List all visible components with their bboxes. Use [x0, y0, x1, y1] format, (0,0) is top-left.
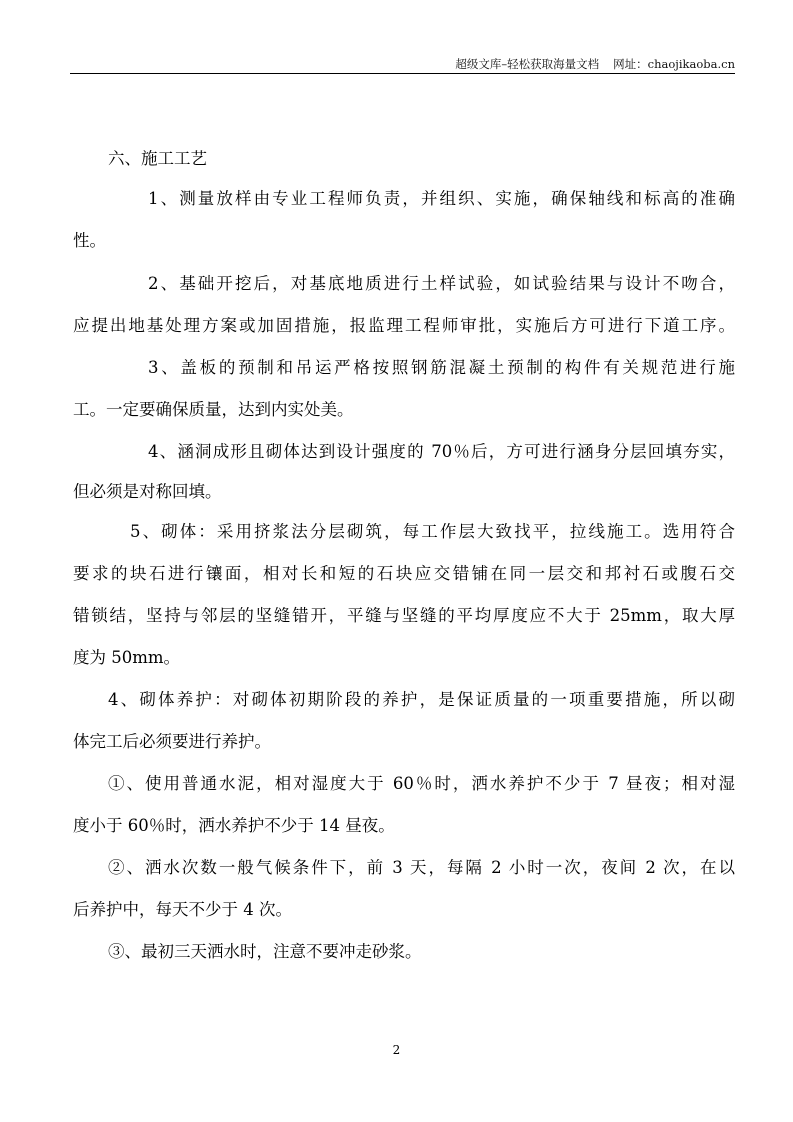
text-line: 应提出地基处理方案或加固措施，报监理工程师审批，实施后方可进行下道工序。 — [73, 316, 735, 335]
text-line: 错锁结，坚持与邻层的坚缝错开，平缝与坚缝的平均厚度应不大于 25mm，取大厚 — [73, 606, 735, 625]
page-number: 2 — [392, 1043, 401, 1057]
text-line: 5、砌体：采用挤浆法分层砌筑，每工作层大致找平，拉线施工。选用符合 — [130, 522, 735, 541]
text-line: 4、涵洞成形且砌体达到设计强度的 70％后，方可进行涵身分层回填夯实， — [148, 442, 735, 461]
text-line: 2、基础开挖后，对基底地质进行土样试验，如试验结果与设计不吻合， — [148, 274, 735, 293]
text-line: 1、测量放样由专业工程师负责，并组织、实施，确保轴线和标高的准确 — [148, 189, 735, 208]
text-line: ②、洒水次数一般气候条件下，前 3 天，每隔 2 小时一次，夜间 2 次，在以 — [108, 858, 735, 877]
text-line: 但必须是对称回填。 — [73, 482, 222, 501]
text-line: 度小于 60％时，洒水养护不少于 14 昼夜。 — [73, 816, 395, 835]
text-line: 性。 — [73, 231, 106, 250]
text-line: 要求的块石进行镶面，相对长和短的石块应交错铺在同一层交和邦衬石或腹石交 — [73, 564, 735, 583]
section-heading: 六、施工工艺 — [108, 149, 207, 168]
header-site: 超级文库–轻松获取海量文档 — [455, 57, 600, 71]
header-rule — [70, 73, 735, 74]
page-header — [441, 56, 735, 72]
text-line: 4、砌体养护：对砌体初期阶段的养护，是保证质量的一项重要措施，所以砌 — [108, 690, 735, 709]
header-url: 网址：chaojikaoba.cn — [613, 57, 735, 71]
text-line: ③、最初三天洒水时，注意不要冲走砂浆。 — [108, 942, 422, 961]
text-line: 后养护中，每天不少于 4 次。 — [73, 900, 292, 919]
text-line: 度为 50mm。 — [73, 648, 181, 667]
text-line: 3、盖板的预制和吊运严格按照钢筋混凝土预制的构件有关规范进行施 — [148, 358, 735, 377]
text-line: 体完工后必须要进行养护。 — [73, 732, 271, 751]
text-line: 工。一定要确保质量，达到内实处美。 — [73, 400, 354, 419]
text-line: ①、使用普通水泥，相对湿度大于 60％时，洒水养护不少于 7 昼夜；相对湿 — [108, 774, 735, 793]
